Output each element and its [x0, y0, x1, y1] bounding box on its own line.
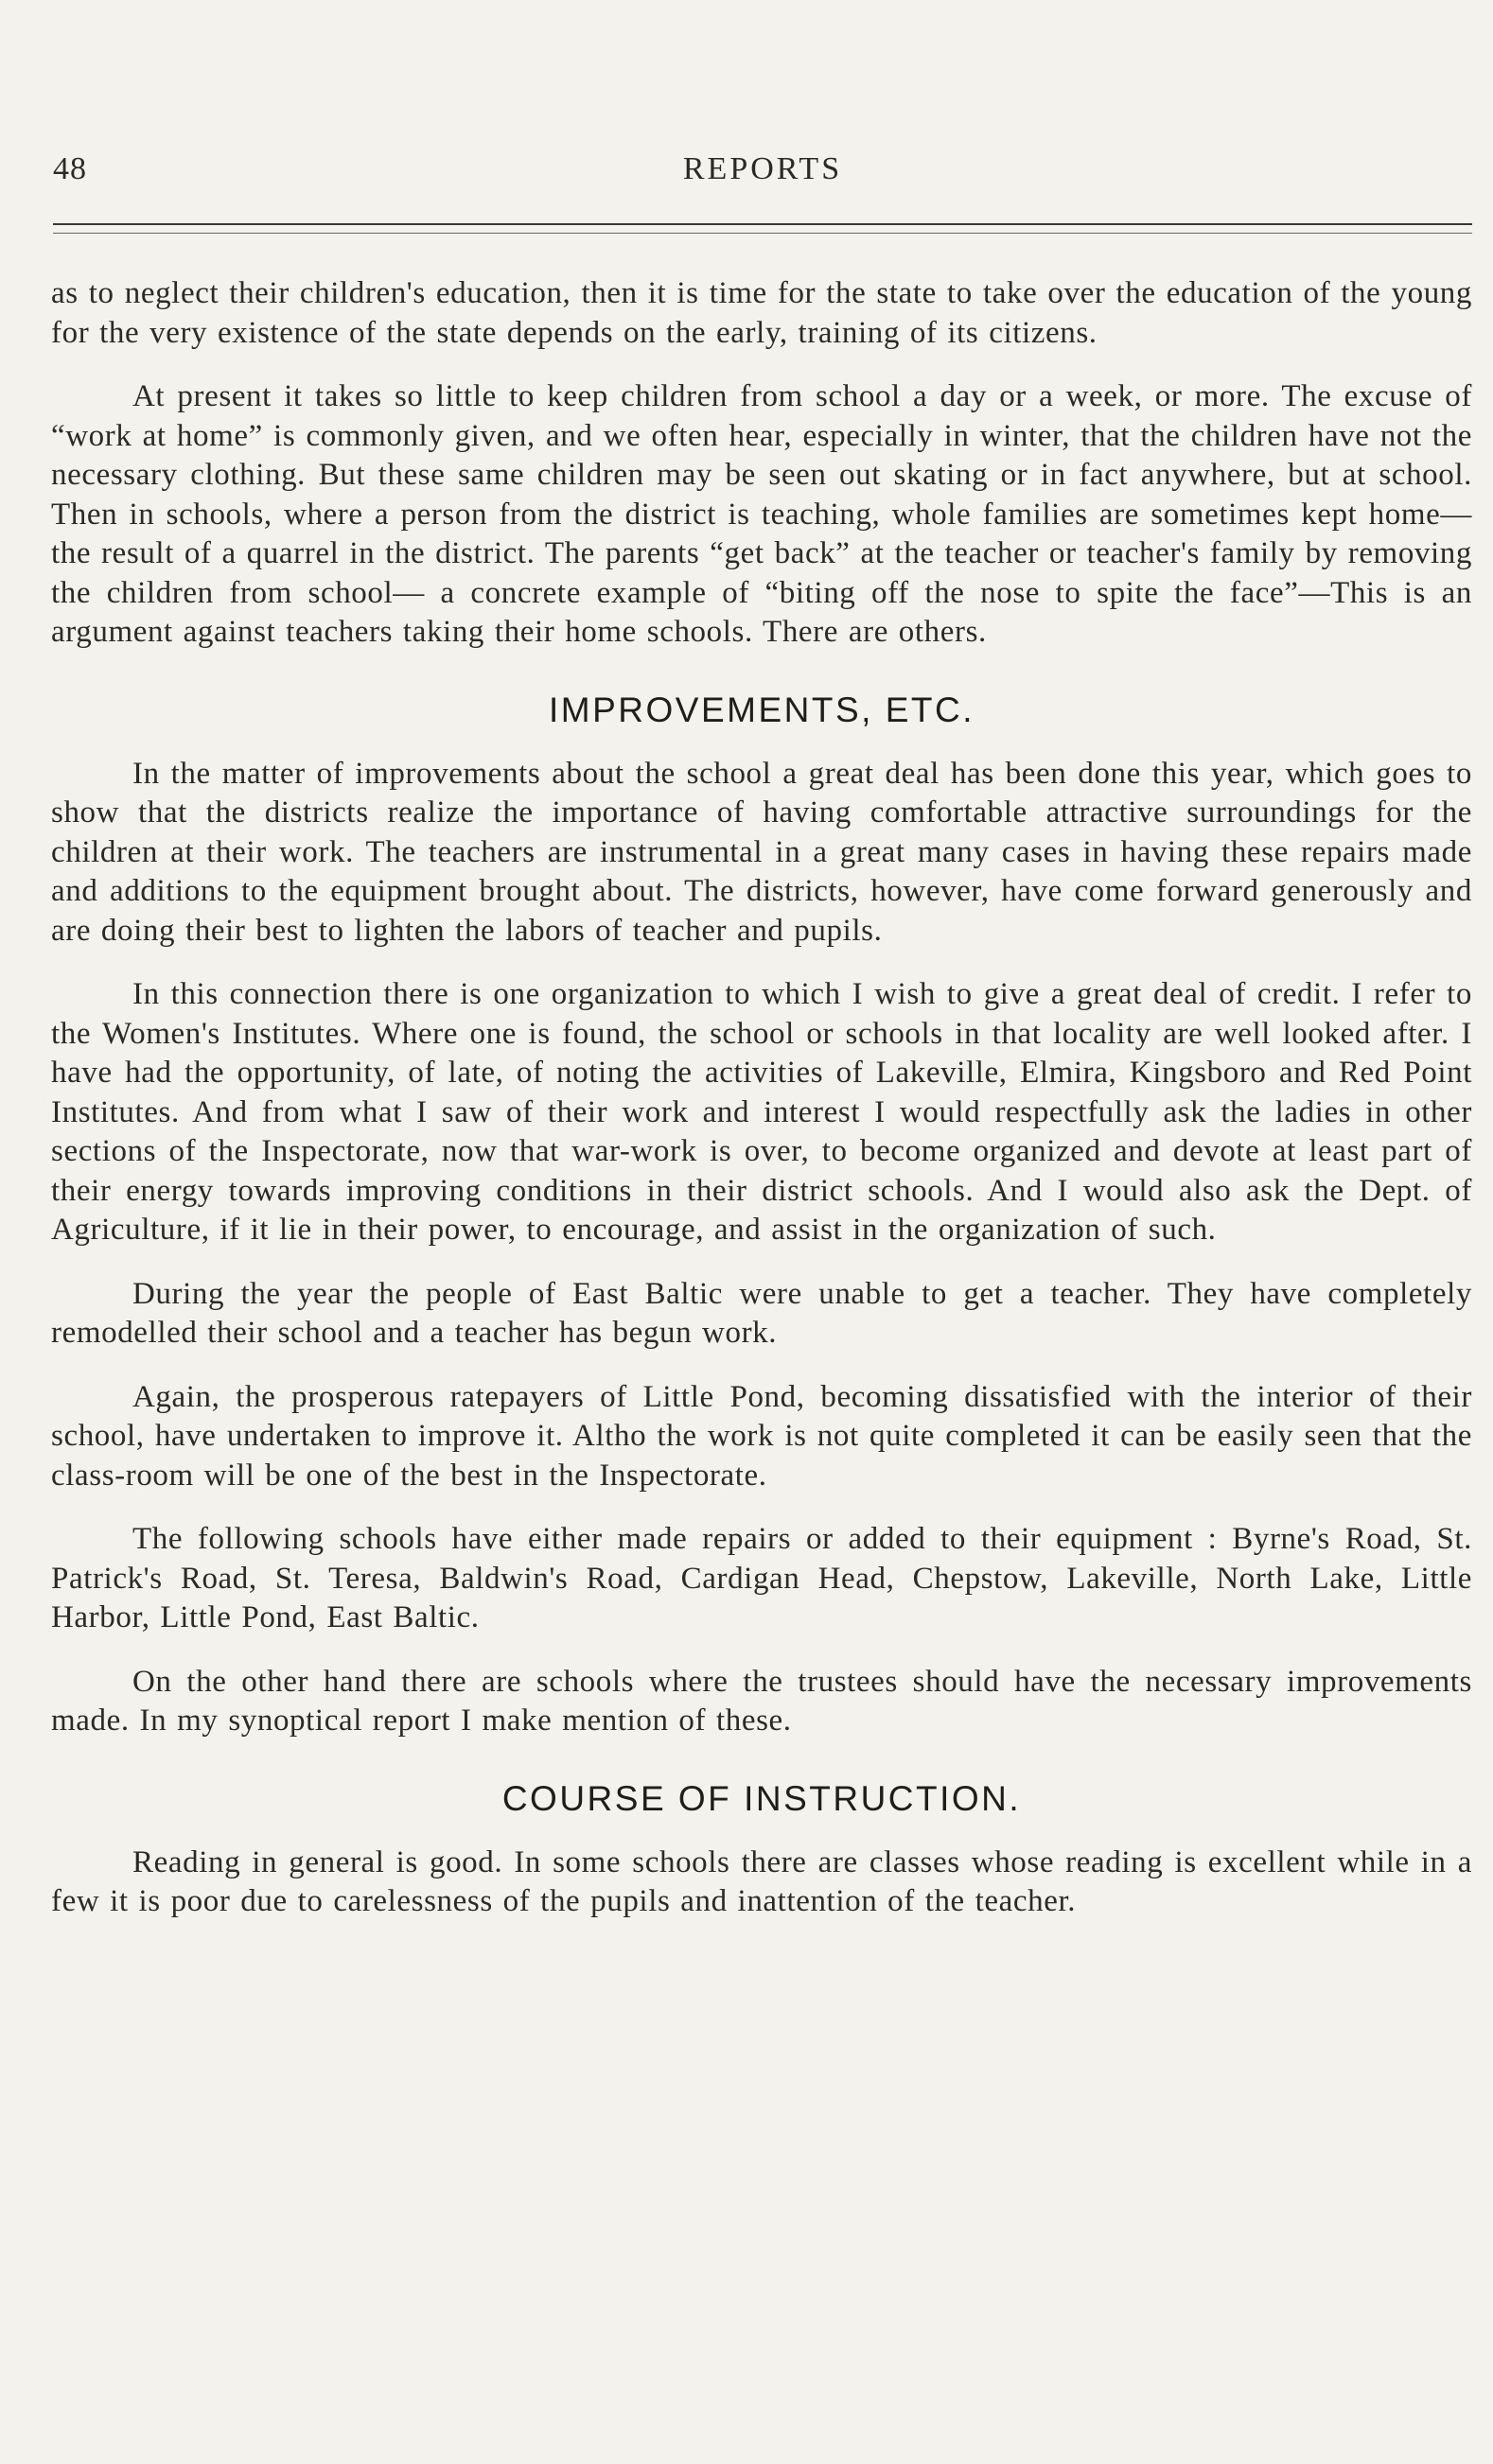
paragraph-trustees: On the other hand there are schools where the trustees should have the necessary improvements made. In my synoptical report I make mention of these.: [51, 1664, 1472, 1738]
paragraph-improvements: In the matter of improvements about the school a great deal has been done this year, which goes to show that the districts realize the importance of having comfortable attractive surroundings for the children at their work. The teachers are instrumental in a great many cases in having these repairs made and additions to the equipment brought about. The districts, however, have come forward generously and are doing their best to lighten the labors of teacher and pupils.: [51, 756, 1472, 948]
running-title: REPORTS: [682, 151, 843, 186]
paragraph-reading: Reading in general is good. In some schools there are classes whose reading is excellent while in a few it is poor due to carelessness of the pupils and inattention of the teacher.: [51, 1844, 1472, 1918]
paragraph-little-pond: Again, the prosperous ratepayers of Little Pond, becoming dissatisfied with the interior of their school, have undertaken to improve it. Altho the work is not quite completed it can be easily seen that the class-room will be one of the best in the Inspectorate.: [51, 1379, 1472, 1493]
header-rule-thin: [53, 233, 1472, 234]
paragraph-attendance: At present it takes so little to keep children from school a day or a week, or more. The excuse of “work at home” is commonly given, and we often hear, especially in winter, that the children have not the necessary clothing. But these same children may be seen out skating or in fact anywhere, but at school. Then in schools, where a person from the district is teaching, whole families are sometimes kept home—the result of a quarrel in the district. The parents “get back” at the teacher or teacher's family by removing the children from school— a concrete example of “biting off the nose to spite the face”—This is an argument against teachers taking their home schools. There are others.: [51, 379, 1472, 649]
section-heading-improvements: IMPROVEMENTS, ETC.: [549, 690, 975, 729]
page-number: 48: [53, 151, 87, 186]
section-heading-instruction: COURSE OF INSTRUCTION.: [501, 1778, 1022, 1818]
paragraph-continued: as to neglect their children's education, then it is time for the state to take over the education of the young for the very existence of the state depends on the early, training of its citizens.: [51, 276, 1472, 350]
paragraph-schools-list: The following schools have either made repairs or added to their equipment : Byrne's Road, St. Patrick's Road, St. Teresa, Baldwin's Road, Cardigan Head, Chepstow, Lakeville, North Lake, Little Harbor, Little Pond, East Baltic.: [51, 1522, 1472, 1634]
header-rule: [53, 223, 1472, 225]
running-head: [53, 151, 1472, 199]
page-body: [51, 274, 1472, 1947]
paragraph-womens-institutes: In this connection there is one organization to which I wish to give a great deal of credit. I refer to the Women's Institutes. Where one is found, the school or schools in that locality are well looked after. I have had the opportunity, of late, of noting the activities of Lakeville, Elmira, Kingsboro and Red Point Institutes. And from what I saw of their work and interest I would respectfully ask the ladies in other sections of the Inspectorate, now that war-work is over, to become organized and devote at least part of their energy towards improving conditions in their district schools. And I would also ask the Dept. of Agriculture, if it lie in their power, to encourage, and assist in the organization of such.: [51, 977, 1472, 1247]
paragraph-east-baltic: During the year the people of East Baltic were unable to get a teacher. They have completely remodelled their school and a teacher has begun work.: [51, 1276, 1472, 1350]
